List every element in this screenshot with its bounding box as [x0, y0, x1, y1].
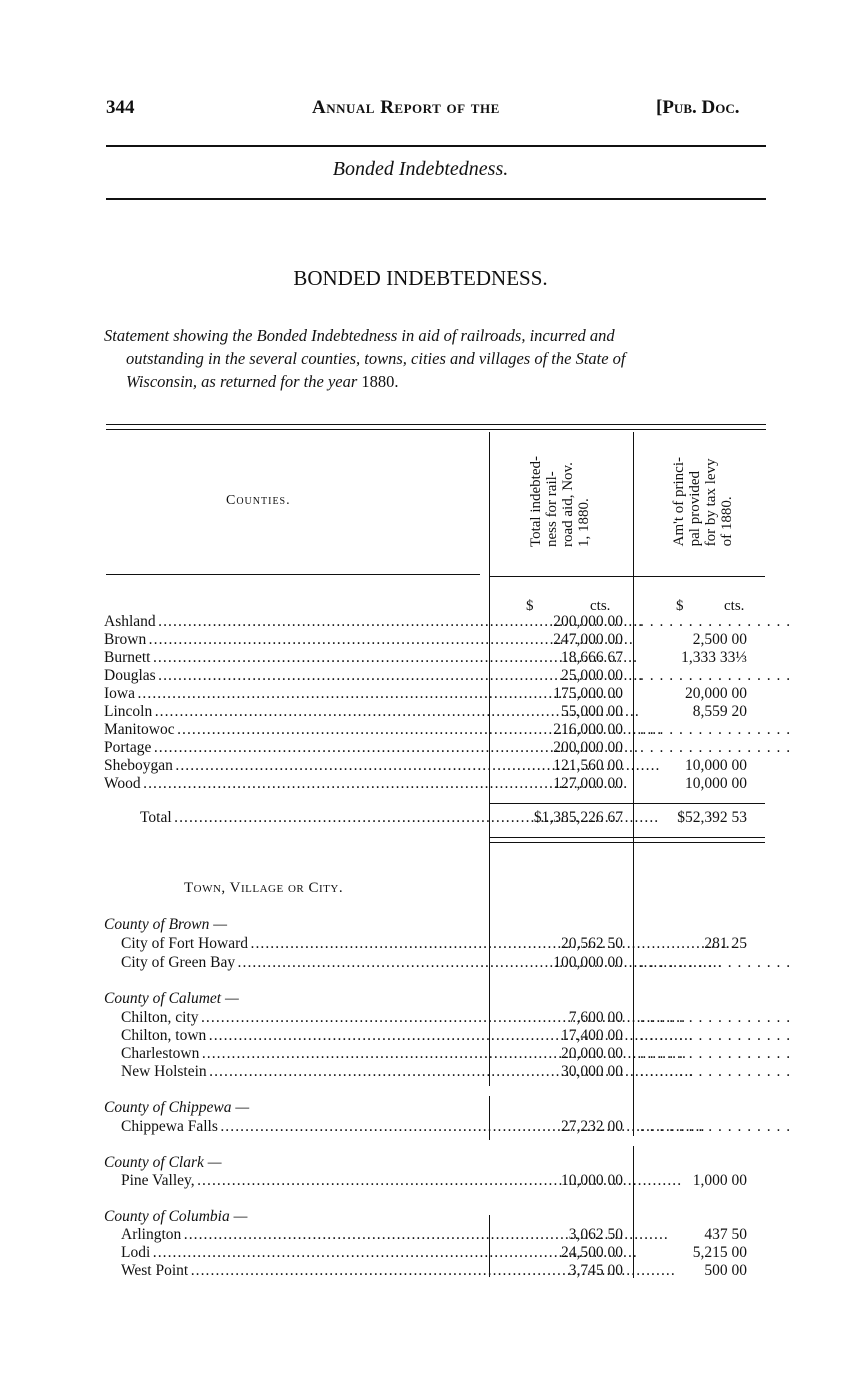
total-value: 175,000 00 [553, 685, 623, 702]
total-value: 7,600 00 [568, 1009, 623, 1026]
total-value: 18,666 67 [561, 649, 623, 666]
total-row [0, 809, 841, 827]
row-label: Lodi . . . [121, 1244, 480, 1262]
header-underline [489, 576, 765, 577]
empty-dots: . . . . . . . . . . . . . . . . [640, 1027, 792, 1044]
total-value: 30,000 00 [561, 1063, 623, 1080]
column-header-amount [633, 432, 773, 572]
amount-value: 437 50 [704, 1226, 747, 1243]
unit-cents: cts. [590, 598, 611, 614]
page-title: BONDED INDEBTEDNESS. [293, 266, 548, 290]
group-heading: County of Clark — [104, 1154, 222, 1171]
row-label: Ashland . . . [104, 613, 480, 631]
table-row [0, 1009, 841, 1027]
amount-value: 281 25 [704, 935, 747, 952]
row-label: Iowa . . . [104, 685, 480, 703]
empty-dots: . . . . . . . . . . . . . . . . [640, 667, 792, 684]
table-top-rule [106, 424, 766, 425]
table-row [0, 757, 841, 775]
row-label: Pine Valley, . . . [121, 1172, 480, 1190]
row-label: Chippewa Falls . . . [121, 1118, 480, 1136]
row-label: Chilton, town . . . [121, 1027, 480, 1045]
row-label: Chilton, city . . . [121, 1009, 480, 1027]
page-number: 344 [106, 97, 135, 118]
running-title: Annual Report of the [312, 97, 500, 118]
header-rule-top [106, 145, 766, 147]
column-header-counties: Counties. [226, 493, 291, 508]
table-row [0, 1118, 841, 1136]
row-label: Sheboygan . . . [104, 757, 480, 775]
table-row [0, 935, 841, 953]
amount-value: 500 00 [704, 1262, 747, 1279]
empty-dots: . . . . . . . . . . . . . . . . [640, 721, 792, 738]
row-label: City of Fort Howard . . . [121, 935, 480, 953]
intro-line-text: Wisconsin, as returned for the year [126, 372, 358, 391]
amount-value: 8,559 20 [692, 703, 747, 720]
row-label: Wood . . . [104, 775, 480, 793]
empty-dots: . . . . . . . . . . . . . . . . [640, 1118, 792, 1135]
intro-year: 1880. [361, 372, 399, 391]
table-row [0, 1172, 841, 1190]
empty-dots: . . . . . . . . . . . . . . . . [640, 954, 792, 971]
total-value: 10,000 00 [561, 1172, 623, 1189]
total-label: Total . . . [140, 809, 480, 827]
table-row [0, 1027, 841, 1045]
document-tag: [Pub. Doc. [656, 97, 740, 118]
row-label: Lincoln . . . [104, 703, 480, 721]
total-value: 100,000 00 [553, 954, 623, 971]
row-label: Portage . . . [104, 739, 480, 757]
amount-value: 2,500 00 [692, 631, 747, 648]
amount-value: 10,000 00 [685, 775, 747, 792]
column-header-total-text: Total indebted- ness for rail- road aid, Nov. 1, 1880. [528, 456, 592, 548]
total-value: 121,560 00 [553, 757, 623, 774]
row-label: Brown . . . [104, 631, 480, 649]
unit-dollar: $ [526, 598, 534, 614]
unit-cents: cts. [724, 598, 745, 614]
group-heading: County of Chippewa — [104, 1099, 250, 1116]
table-row [0, 775, 841, 793]
row-label: Charlestown . . . [121, 1045, 480, 1063]
header-rule-bottom [106, 198, 766, 200]
empty-dots: . . . . . . . . . . . . . . . . [640, 613, 792, 630]
row-label: Burnett . . . [104, 649, 480, 667]
total-value: 247,000 00 [553, 631, 623, 648]
total-value: 127,000 00 [553, 775, 623, 792]
table-row [0, 649, 841, 667]
total-value: 216,000 00 [553, 721, 623, 738]
total-value: 3,745 00 [568, 1262, 623, 1279]
total-value: 200,000 00 [553, 613, 623, 630]
amount-value: 1,000 00 [692, 1172, 747, 1189]
group-heading: County of Columbia — [104, 1208, 248, 1225]
intro-line [104, 370, 774, 393]
empty-dots: . . . . . . . . . . . . . . . . [640, 1063, 792, 1080]
row-label: Manitowoc . . . [104, 721, 480, 739]
amount-value: 5,215 00 [692, 1244, 747, 1261]
table-row [0, 739, 841, 757]
empty-dots: . . . . . . . . . . . . . . . . [640, 1045, 792, 1062]
total-value: 25,000 00 [561, 667, 623, 684]
section-subheader: Bonded Indebtedness. [332, 158, 509, 180]
amount-value: 20,000 00 [685, 685, 747, 702]
total-value: 55,000 00 [561, 703, 623, 720]
amount-value: 1,333 33⅓ [681, 649, 747, 666]
table-row [0, 631, 841, 649]
header-underline [106, 574, 480, 575]
total-value: 27,232 00 [561, 1118, 623, 1135]
group-heading: County of Brown — [104, 916, 228, 933]
table-row [0, 613, 841, 631]
intro-line: outstanding in the several counties, towns, cities and villages of the State of [126, 349, 626, 368]
table-row [0, 1262, 841, 1280]
table-row [0, 685, 841, 703]
row-label: City of Green Bay . . . [121, 954, 480, 972]
grand-amount-value: $52,392 53 [677, 809, 747, 826]
table-row [0, 954, 841, 972]
section-label: Town, Village or City. [184, 880, 344, 896]
amount-value: 10,000 00 [685, 757, 747, 774]
table-row [0, 667, 841, 685]
total-value: 200,000 00 [553, 739, 623, 756]
intro-statement [104, 324, 774, 393]
row-label: Arlington . . . [121, 1226, 480, 1244]
total-value: 17,400 00 [561, 1027, 623, 1044]
total-rule [489, 803, 765, 804]
total-value: 3,062 50 [568, 1226, 623, 1243]
table-row [0, 1063, 841, 1081]
total-value: 24,500 00 [561, 1244, 623, 1261]
column-header-total [490, 432, 630, 572]
grand-total-value: $1,385,226 67 [533, 809, 623, 826]
table-row [0, 703, 841, 721]
table-row [0, 1045, 841, 1063]
row-label: New Holstein . . . [121, 1063, 480, 1081]
column-header-amount-text: Am't of princi- pal provided for by tax levy of 1880. [671, 457, 735, 547]
total-value: 20,562 50 [561, 935, 623, 952]
group-heading: County of Calumet — [104, 990, 239, 1007]
table-row [0, 721, 841, 739]
empty-dots: . . . . . . . . . . . . . . . . [640, 739, 792, 756]
row-label: West Point . . . [121, 1262, 480, 1280]
empty-dots: . . . . . . . . . . . . . . . . [640, 1009, 792, 1026]
total-value: 20,000 00 [561, 1045, 623, 1062]
table-top-rule [106, 429, 766, 430]
table-row [0, 1226, 841, 1244]
intro-line: Statement showing the Bonded Indebtedness in aid of railroads, incurred and [104, 326, 615, 345]
table-row [0, 1244, 841, 1262]
total-double-rule [489, 842, 765, 843]
row-label: Douglas . . . [104, 667, 480, 685]
total-double-rule [489, 837, 765, 838]
unit-dollar: $ [676, 598, 684, 614]
